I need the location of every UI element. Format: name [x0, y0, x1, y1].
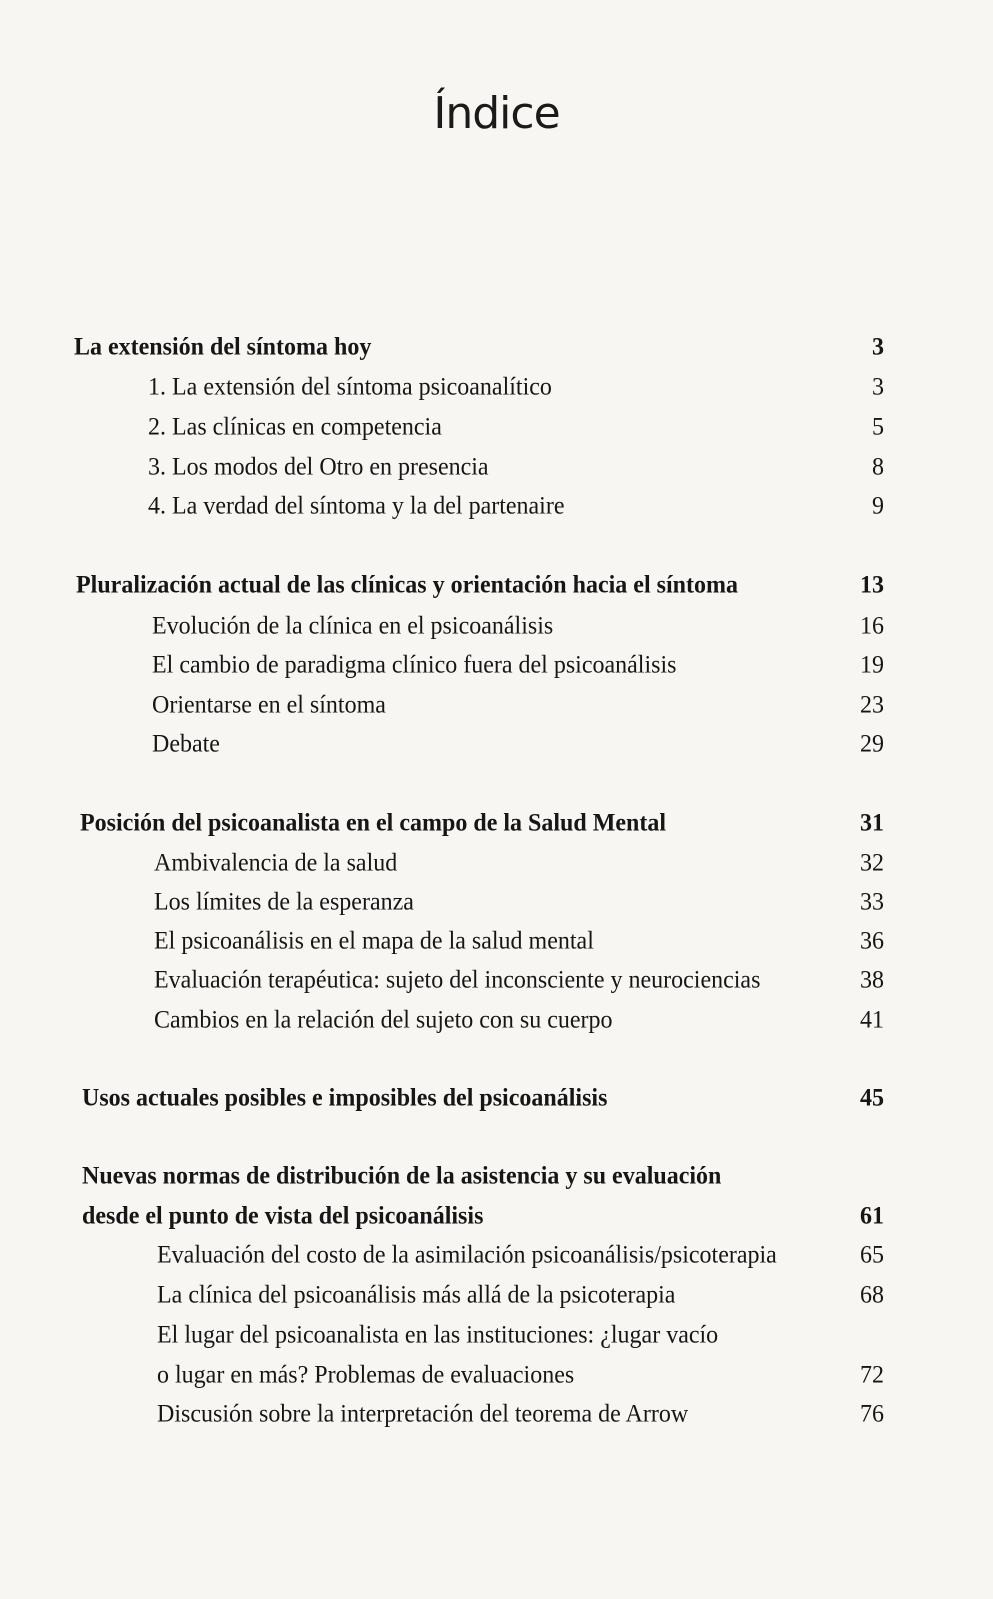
- toc-entry-page: 33: [860, 888, 884, 916]
- toc-section-heading: [80, 807, 884, 839]
- toc-entry-page: 8: [872, 453, 884, 481]
- toc-section-heading: [76, 569, 884, 601]
- toc-entry-page: 72: [860, 1361, 884, 1389]
- toc-entry: [148, 490, 884, 522]
- toc-entry: [152, 689, 884, 721]
- toc-entry: [154, 886, 884, 918]
- toc-entry: [157, 1279, 884, 1311]
- toc-section-heading: [74, 331, 884, 363]
- toc-entry: [157, 1319, 884, 1351]
- toc-entry: [148, 411, 884, 443]
- toc-entry: [152, 649, 884, 681]
- toc-entry-page: 38: [860, 966, 884, 994]
- toc-entry: [148, 451, 884, 483]
- toc-entry-page: 32: [860, 849, 884, 877]
- toc-entry-page: 29: [860, 730, 884, 758]
- toc-entry: [152, 610, 884, 642]
- toc-section-heading: [82, 1082, 884, 1114]
- toc-entry-title: 4. La verdad del síntoma y la del partenaire: [148, 492, 565, 520]
- toc-entry: [154, 925, 884, 957]
- toc-entry-page: 3: [872, 333, 884, 361]
- toc-entry-title: Ambivalencia de la salud: [154, 849, 398, 877]
- toc-entry: [154, 964, 884, 996]
- toc-entry-title: Evolución de la clínica en el psicoanálisis: [152, 612, 554, 640]
- toc-entry-title: Usos actuales posibles e imposibles del psicoanálisis: [82, 1084, 608, 1112]
- toc-entry-title: 3. Los modos del Otro en presencia: [148, 453, 489, 481]
- toc-entry-title: La extensión del síntoma hoy: [74, 333, 372, 361]
- toc-entry-page: 9: [872, 492, 884, 520]
- toc-entry: [154, 1004, 884, 1036]
- toc-entry-title: Cambios en la relación del sujeto con su cuerpo: [154, 1006, 613, 1034]
- toc-section-heading: [82, 1160, 884, 1192]
- toc-entry-title: El cambio de paradigma clínico fuera del psicoanálisis: [152, 651, 677, 679]
- toc-entry-title: Pluralización actual de las clínicas y orientación hacia el síntoma: [76, 571, 738, 599]
- toc-entry-page: 3: [872, 373, 884, 401]
- toc-entry-page: 36: [860, 927, 884, 955]
- toc-entry-page: 5: [872, 413, 884, 441]
- toc-entry: [157, 1239, 884, 1271]
- toc-entry-title: o lugar en más? Problemas de evaluaciones: [157, 1361, 575, 1389]
- toc-entry-continued: [157, 1359, 884, 1391]
- toc-entry: [148, 371, 884, 403]
- toc-entry-title: 2. Las clínicas en competencia: [148, 413, 442, 441]
- toc-entry-title: El lugar del psicoanalista en las instituciones: ¿lugar vacío: [157, 1321, 719, 1349]
- toc-entry-title: El psicoanálisis en el mapa de la salud mental: [154, 927, 594, 955]
- page-title: Índice: [433, 88, 560, 139]
- toc-entry-title: La clínica del psicoanálisis más allá de la psicoterapia: [157, 1281, 676, 1309]
- toc-entry-page: 68: [860, 1281, 884, 1309]
- toc-entry-page: 41: [860, 1006, 884, 1034]
- toc-entry-page: 23: [860, 691, 884, 719]
- toc-entry-title: Los límites de la esperanza: [154, 888, 414, 916]
- toc-entry-page: 61: [860, 1202, 884, 1230]
- toc-section-heading-continued: [82, 1200, 884, 1232]
- toc-entry-page: 31: [860, 809, 884, 837]
- toc-entry-title: Nuevas normas de distribución de la asistencia y su evaluación: [82, 1162, 722, 1190]
- toc-entry-title: 1. La extensión del síntoma psicoanalítico: [148, 373, 552, 401]
- toc-entry-page: 19: [860, 651, 884, 679]
- toc-entry-page: 13: [860, 571, 884, 599]
- toc-entry-title: Discusión sobre la interpretación del teorema de Arrow: [157, 1400, 689, 1428]
- toc-entry-page: 76: [860, 1400, 884, 1428]
- toc-entry: [154, 847, 884, 879]
- toc-entry-title: Orientarse en el síntoma: [152, 691, 386, 719]
- toc-entry: [152, 728, 884, 760]
- toc-entry-title: Evaluación del costo de la asimilación psicoanálisis/psicoterapia: [157, 1241, 777, 1269]
- toc-entry-page: 16: [860, 612, 884, 640]
- toc-entry-title: Evaluación terapéutica: sujeto del inconsciente y neurociencias: [154, 966, 761, 994]
- toc-entry: [157, 1398, 884, 1430]
- toc-entry-title: Posición del psicoanalista en el campo de la Salud Mental: [80, 809, 667, 837]
- toc-entry-title: Debate: [152, 730, 220, 758]
- toc-entry-page: 65: [860, 1241, 884, 1269]
- toc-entry-title: desde el punto de vista del psicoanálisis: [82, 1202, 484, 1230]
- toc-entry-page: 45: [860, 1084, 884, 1112]
